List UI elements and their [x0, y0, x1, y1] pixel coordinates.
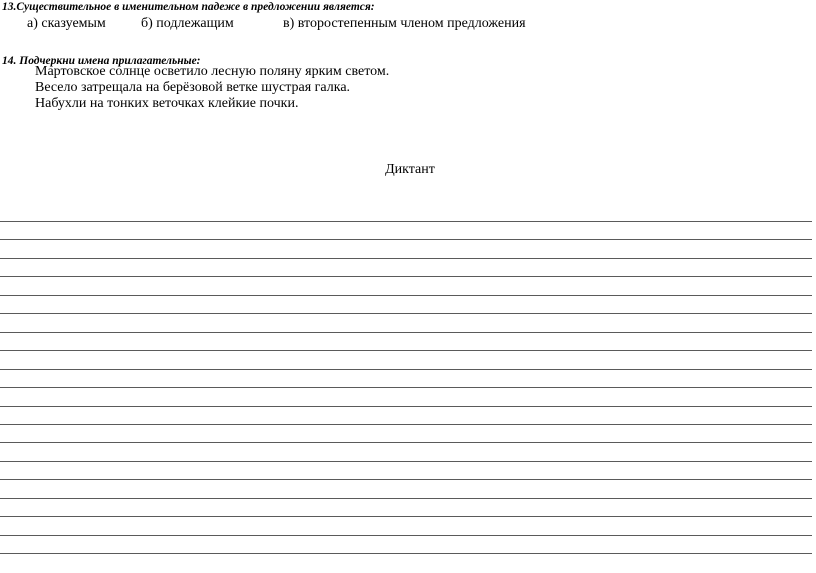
writing-line [0, 313, 812, 314]
writing-line [0, 553, 812, 554]
question-14-sentence-2: Весело затрещала на берёзовой ветке шустрая галка. [35, 80, 351, 95]
question-14-sentence-1: Мартовское солнце осветило лесную поляну ярким светом. [35, 64, 390, 79]
writing-line [0, 387, 812, 388]
writing-line [0, 461, 812, 462]
question-13-option-c: в) второстепенным членом предложения [283, 16, 526, 31]
writing-line [0, 239, 812, 240]
writing-line [0, 258, 812, 259]
dictation-heading [0, 162, 816, 178]
writing-line [0, 442, 812, 443]
writing-line [0, 479, 812, 480]
writing-line [0, 406, 812, 407]
writing-line [0, 424, 812, 425]
question-13-option-b: б) подлежащим [141, 16, 234, 31]
writing-line [0, 498, 812, 499]
question-14-title: 14. Подчеркни имена прилагательные: [2, 55, 201, 67]
writing-line [0, 332, 812, 333]
writing-line [0, 276, 812, 277]
writing-line [0, 295, 812, 296]
question-13-title: 13.Существительное в именительном падеже в предложении является: [2, 1, 375, 13]
writing-line [0, 535, 812, 536]
writing-line [0, 221, 812, 222]
question-14-sentence-3: Набухли на тонких веточках клейкие почки. [35, 96, 299, 111]
writing-line [0, 350, 812, 351]
writing-line [0, 369, 812, 370]
writing-line [0, 516, 812, 517]
dictation-title: Диктант [385, 162, 435, 177]
question-13-option-a: а) сказуемым [27, 16, 106, 31]
